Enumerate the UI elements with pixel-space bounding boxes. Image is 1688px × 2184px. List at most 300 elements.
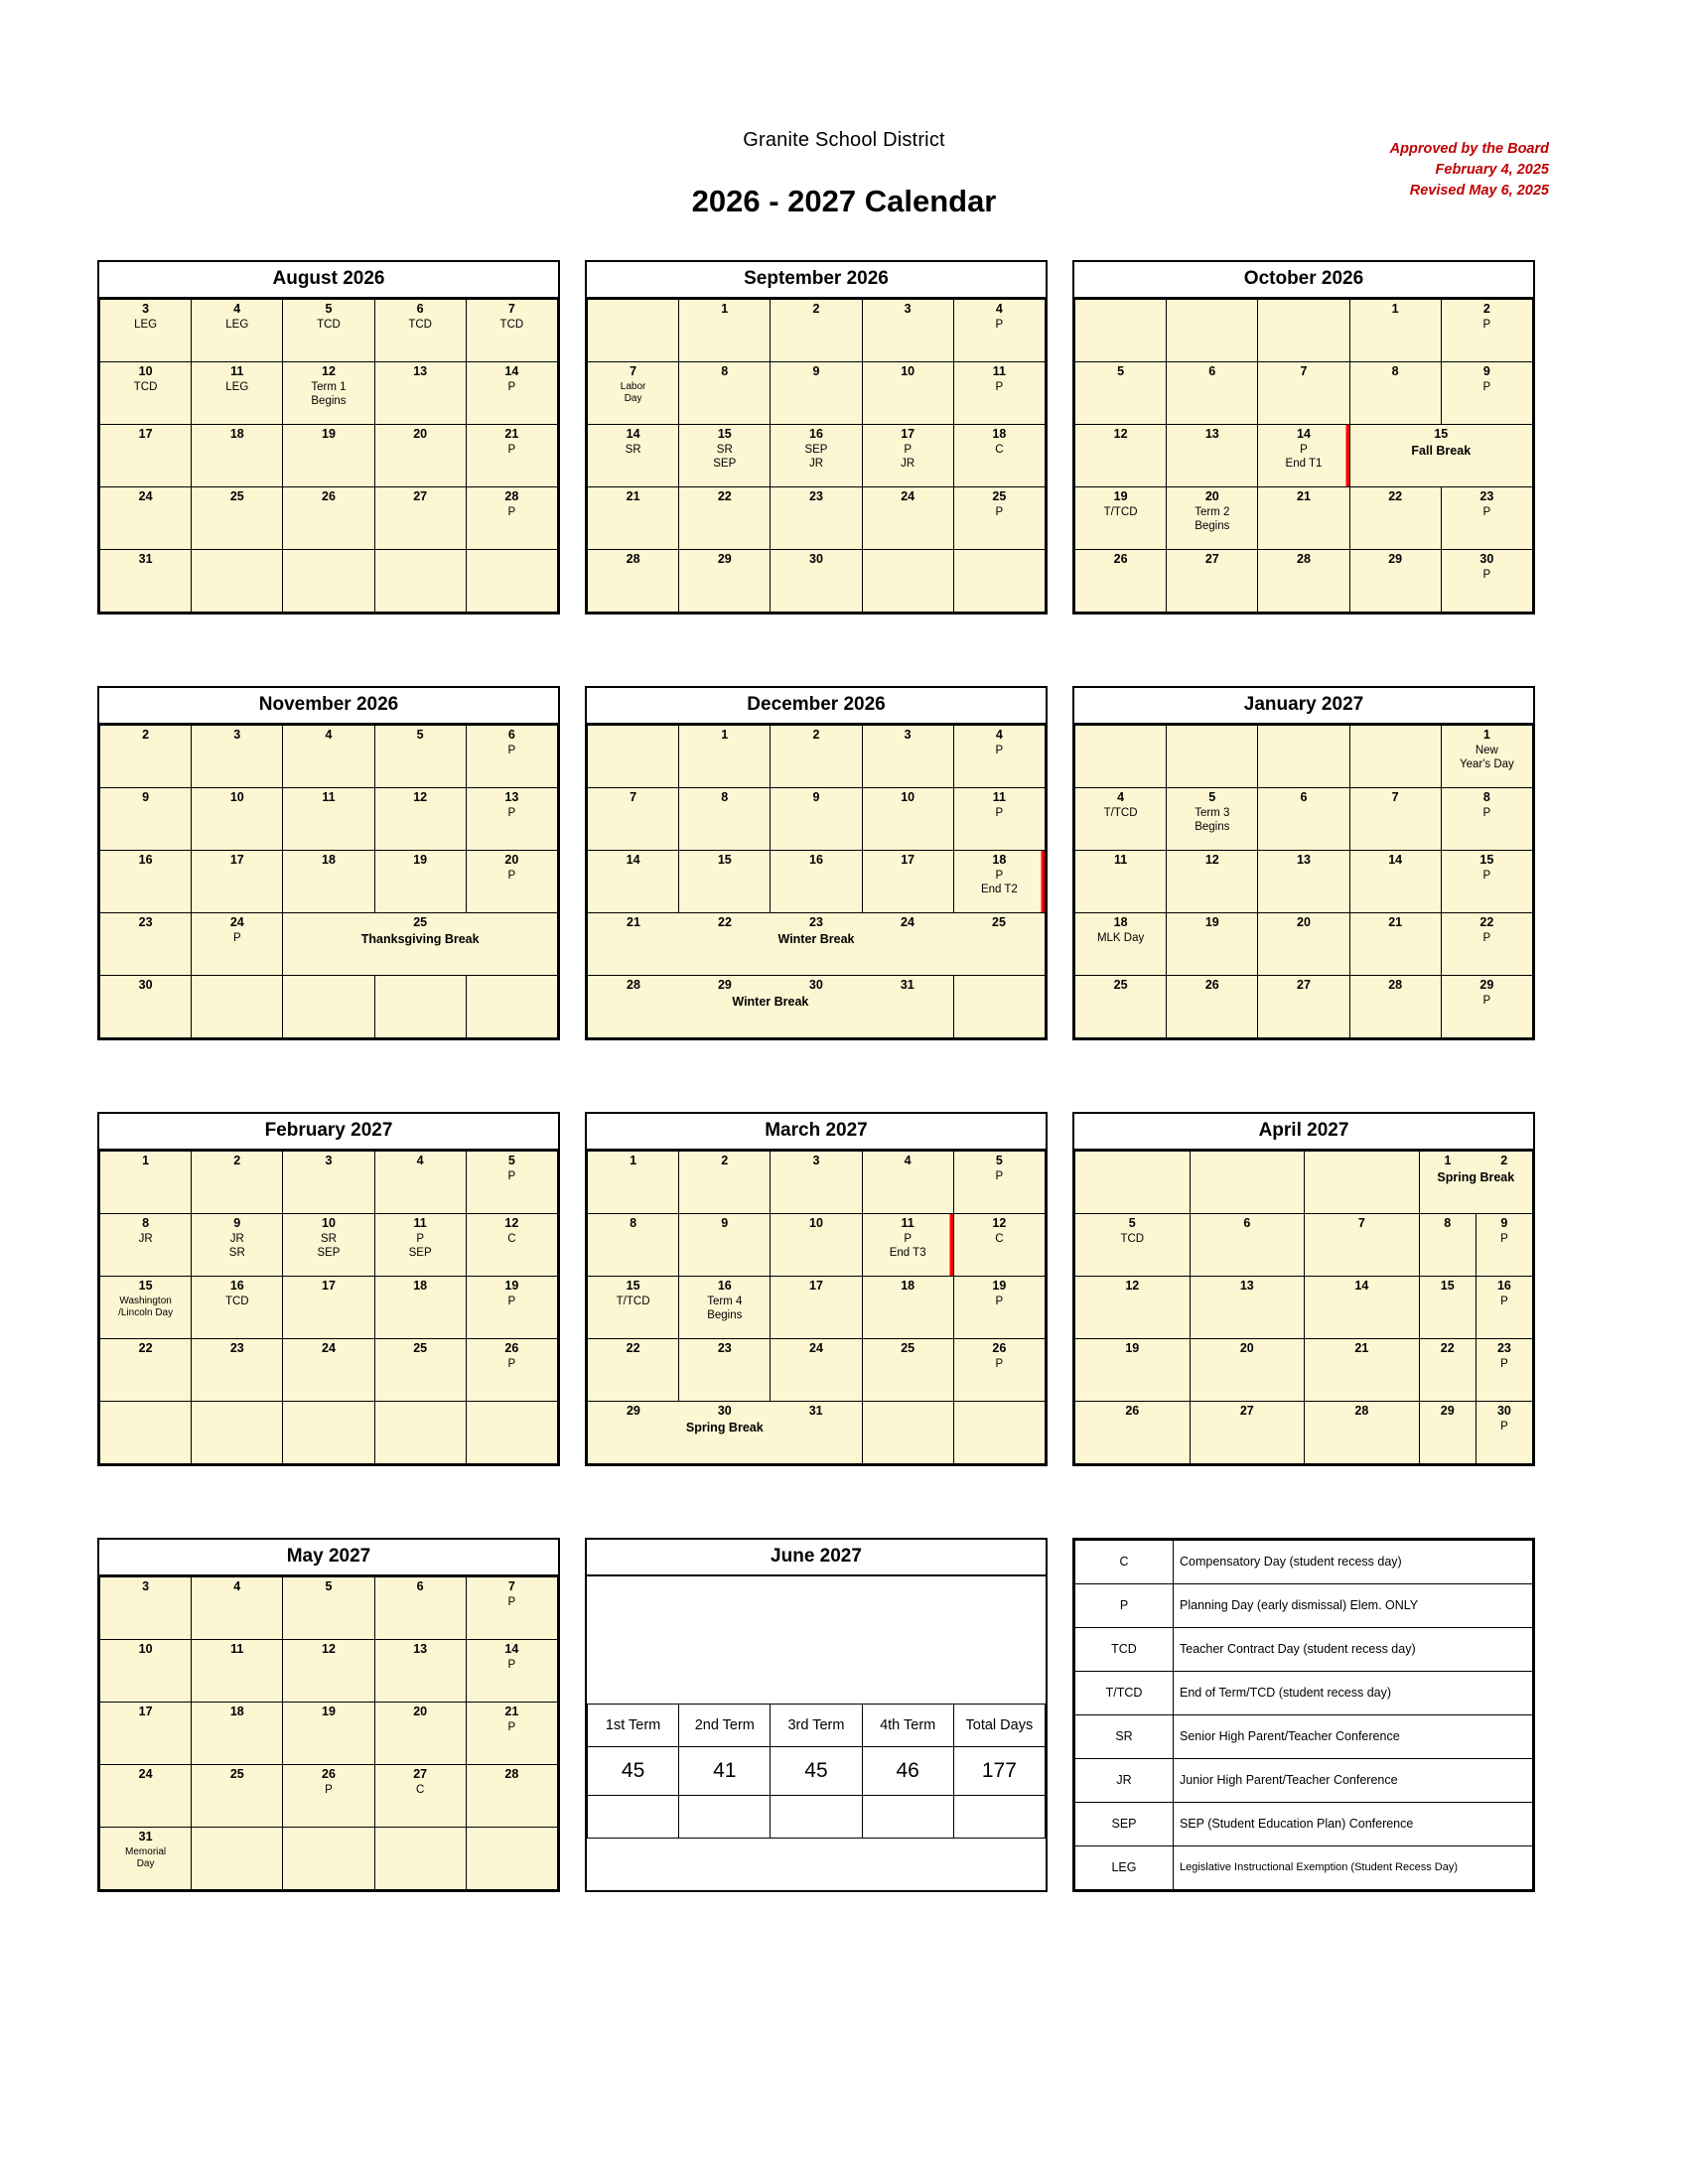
day-number: 7	[507, 1578, 515, 1593]
day-number: 26	[504, 1340, 519, 1355]
week-row	[1075, 424, 1533, 486]
day-cell	[283, 912, 558, 975]
day-number: 24	[809, 1340, 823, 1355]
day-note: T/TCD	[1103, 807, 1138, 820]
day-number: 19	[504, 1278, 519, 1293]
june-empty-space	[587, 1576, 1046, 1704]
term-value-cell: 45	[588, 1746, 679, 1795]
day-cell	[1305, 1151, 1420, 1213]
day-note: C	[995, 444, 1004, 457]
day-cell	[283, 1702, 374, 1764]
day-note: P	[507, 1170, 516, 1183]
day-cell	[466, 1151, 557, 1213]
day-number: 4	[995, 727, 1003, 742]
day-note: P	[507, 1720, 516, 1733]
day-number: 7	[630, 789, 637, 804]
day-number: 23	[809, 914, 823, 929]
day-number: 29	[717, 977, 732, 992]
day-note: P	[507, 1595, 516, 1608]
day-cell	[1419, 1338, 1476, 1401]
day-number: 26	[1113, 551, 1128, 566]
day-number: 26	[322, 488, 336, 503]
term-header-cell: 2nd Term	[679, 1704, 771, 1746]
day-number: 21	[504, 426, 519, 441]
day-number: 7	[1357, 1215, 1365, 1230]
day-number: 5	[325, 301, 333, 316]
day-number: 18	[901, 1278, 915, 1293]
legend-description: SEP (Student Education Plan) Conference	[1174, 1802, 1533, 1845]
day-cell	[679, 1151, 771, 1213]
month-block	[585, 686, 1048, 1040]
day-note: Washington /Lincoln Day	[118, 1296, 174, 1318]
day-cell	[1349, 850, 1441, 912]
day-number: 18	[229, 426, 244, 441]
day-cell	[1305, 1213, 1420, 1276]
day-note: P	[507, 745, 516, 757]
day-number: 1	[1444, 1153, 1452, 1167]
week-row	[1075, 725, 1533, 787]
day-note: SR	[625, 444, 641, 457]
day-note: P	[1482, 995, 1491, 1008]
month-block	[585, 1112, 1048, 1466]
day-cell	[771, 549, 862, 612]
day-number: 4	[325, 727, 333, 742]
day-number: 9	[1482, 363, 1490, 378]
break-banner: Fall Break	[1411, 444, 1472, 459]
week-row	[588, 725, 1046, 787]
day-number: 22	[1388, 488, 1403, 503]
day-cell	[466, 1827, 557, 1889]
day-cell	[679, 1338, 771, 1401]
day-number: 30	[1479, 551, 1494, 566]
day-cell	[771, 1151, 862, 1213]
day-cell	[374, 1401, 466, 1463]
day-number: 15	[717, 852, 732, 867]
legend-row	[1075, 1627, 1533, 1671]
day-cell	[771, 850, 862, 912]
day-cell	[1075, 361, 1167, 424]
spanned-daynums	[588, 913, 1045, 929]
day-cell	[1349, 424, 1532, 486]
day-cell	[283, 787, 374, 850]
day-cell	[1476, 1338, 1532, 1401]
day-number: 29	[1388, 551, 1403, 566]
day-cell	[1258, 912, 1349, 975]
day-note: P	[1500, 1233, 1508, 1246]
day-number: 27	[413, 488, 428, 503]
day-cell	[862, 1401, 953, 1463]
day-number: 11	[992, 789, 1006, 804]
day-cell	[953, 1276, 1045, 1338]
day-cell	[862, 549, 953, 612]
day-cell	[588, 725, 679, 787]
day-cell	[100, 1639, 192, 1702]
day-number: 8	[1444, 1215, 1452, 1230]
day-cell	[466, 1213, 557, 1276]
day-number: 29	[1440, 1403, 1455, 1418]
day-number: 5	[325, 1578, 333, 1593]
day-cell	[283, 725, 374, 787]
day-note: P	[1482, 807, 1491, 820]
day-note: P	[507, 1296, 516, 1308]
day-cell	[1190, 1151, 1305, 1213]
approval-line-1: Approved by the Board	[1389, 141, 1549, 157]
day-cell	[283, 1401, 374, 1463]
spanned-daynums	[1420, 1152, 1532, 1167]
day-cell	[466, 725, 557, 787]
day-cell	[1190, 1338, 1305, 1401]
day-number: 14	[504, 1641, 519, 1656]
day-note: P	[507, 444, 516, 457]
district-name: Granite School District	[743, 129, 945, 151]
day-number: 12	[413, 789, 428, 804]
day-cell	[679, 424, 771, 486]
day-number: 26	[1125, 1403, 1140, 1418]
day-cell	[679, 1276, 771, 1338]
day-number: 12	[1204, 852, 1219, 867]
day-cell	[1167, 549, 1258, 612]
day-cell	[374, 725, 466, 787]
day-cell	[679, 299, 771, 361]
day-number: 30	[138, 977, 153, 992]
day-cell	[953, 486, 1045, 549]
day-cell	[679, 787, 771, 850]
break-banner: Spring Break	[1437, 1170, 1515, 1185]
day-number: 24	[138, 1766, 153, 1781]
month-block	[585, 260, 1048, 614]
day-cell	[862, 1213, 953, 1276]
day-cell	[283, 1827, 374, 1889]
month-row-group	[97, 1538, 1535, 1892]
day-cell	[192, 787, 283, 850]
day-number: 11	[230, 1641, 244, 1656]
day-number: 23	[809, 488, 823, 503]
day-number: 3	[142, 1578, 150, 1593]
day-cell	[283, 1276, 374, 1338]
week-row	[100, 424, 558, 486]
day-number: 9	[812, 363, 820, 378]
legend-row	[1075, 1758, 1533, 1802]
day-cell	[283, 361, 374, 424]
day-number: 21	[504, 1704, 519, 1718]
day-cell	[1349, 787, 1441, 850]
day-note: P	[1500, 1358, 1508, 1371]
day-number: 31	[808, 1403, 823, 1418]
day-number: 6	[1208, 363, 1216, 378]
day-note: P	[507, 1358, 516, 1371]
day-cell	[283, 1338, 374, 1401]
day-number: 28	[626, 551, 640, 566]
legend-code: SEP	[1075, 1802, 1174, 1845]
day-cell	[588, 1151, 679, 1213]
day-cell	[1349, 725, 1441, 787]
day-cell	[192, 912, 283, 975]
day-cell	[100, 1401, 192, 1463]
day-number: 19	[1125, 1340, 1140, 1355]
day-cell	[100, 787, 192, 850]
day-number: 23	[138, 914, 153, 929]
break-banner: Winter Break	[777, 932, 855, 947]
month-block	[1072, 260, 1535, 614]
day-number: 16	[809, 426, 823, 441]
legend-description: Legislative Instructional Exemption (Student Recess Day)	[1174, 1845, 1533, 1889]
day-cell	[588, 975, 954, 1037]
day-cell	[374, 850, 466, 912]
day-number: 23	[1496, 1340, 1511, 1355]
day-number: 13	[413, 363, 428, 378]
day-cell	[1167, 299, 1258, 361]
day-cell	[1075, 787, 1167, 850]
week-row	[588, 1276, 1046, 1338]
day-number: 25	[901, 1340, 915, 1355]
day-number: 11	[1113, 852, 1128, 867]
day-cell	[1419, 1276, 1476, 1338]
legend-code: P	[1075, 1583, 1174, 1627]
day-cell	[192, 1213, 283, 1276]
day-cell	[100, 1338, 192, 1401]
month-table	[99, 1151, 558, 1464]
day-cell	[1476, 1401, 1532, 1463]
day-cell	[466, 424, 557, 486]
break-banner: Spring Break	[685, 1421, 764, 1435]
week-row	[100, 486, 558, 549]
day-number: 26	[992, 1340, 1007, 1355]
term-header-row	[588, 1704, 1046, 1746]
day-cell	[192, 975, 283, 1037]
day-number: 10	[901, 789, 915, 804]
day-cell	[466, 1338, 557, 1401]
day-number: 14	[504, 363, 519, 378]
week-row	[1075, 1338, 1533, 1401]
day-number: 19	[1113, 488, 1128, 503]
june-blank-row	[588, 1795, 1046, 1838]
day-cell	[466, 549, 557, 612]
day-number: 8	[142, 1215, 150, 1230]
day-number: 21	[1388, 914, 1403, 929]
day-number: 17	[322, 1278, 336, 1293]
day-cell	[1258, 299, 1349, 361]
day-cell	[1167, 850, 1258, 912]
month-table	[1074, 725, 1533, 1038]
day-cell	[1258, 787, 1349, 850]
day-cell	[1190, 1276, 1305, 1338]
day-number: 2	[142, 727, 150, 742]
day-number: 17	[229, 852, 244, 867]
week-row	[100, 1338, 558, 1401]
day-cell	[374, 1338, 466, 1401]
day-note: C	[416, 1783, 425, 1796]
day-number: 21	[627, 914, 640, 929]
day-cell	[1258, 361, 1349, 424]
day-cell	[1167, 912, 1258, 975]
day-cell	[192, 486, 283, 549]
day-number: 4	[416, 1153, 424, 1167]
day-cell	[374, 1827, 466, 1889]
day-cell	[953, 1213, 1045, 1276]
day-cell	[953, 299, 1045, 361]
day-number: 4	[1117, 789, 1125, 804]
day-note: P	[995, 1170, 1004, 1183]
day-number: 9	[233, 1215, 241, 1230]
day-cell	[862, 486, 953, 549]
day-number: 10	[229, 789, 244, 804]
day-cell	[953, 787, 1045, 850]
day-cell	[679, 361, 771, 424]
day-note: P	[1482, 932, 1491, 945]
blank-cell	[771, 1795, 862, 1838]
day-cell	[374, 1213, 466, 1276]
day-note: TCD	[317, 319, 341, 332]
day-cell	[374, 299, 466, 361]
day-number: 16	[809, 852, 823, 867]
day-cell	[771, 424, 862, 486]
day-number: 30	[808, 977, 823, 992]
day-number: 28	[1354, 1403, 1369, 1418]
day-number: 16	[229, 1278, 244, 1293]
week-row	[588, 299, 1046, 361]
term-days-table	[587, 1704, 1046, 1839]
day-number: 25	[1113, 977, 1128, 992]
day-note: LEG	[134, 319, 158, 332]
day-number: 24	[229, 914, 244, 929]
day-cell	[953, 1151, 1045, 1213]
month-title: October 2026	[1074, 262, 1533, 299]
week-row	[100, 787, 558, 850]
day-number: 26	[322, 1766, 336, 1781]
day-cell	[100, 1213, 192, 1276]
week-row	[1075, 1401, 1533, 1463]
day-cell	[100, 850, 192, 912]
day-cell	[1075, 725, 1167, 787]
day-cell	[192, 1276, 283, 1338]
day-number: 28	[1297, 551, 1311, 566]
day-cell	[1441, 486, 1532, 549]
month-row-group	[97, 1112, 1535, 1466]
day-note: P	[1482, 506, 1491, 519]
day-cell	[1305, 1338, 1420, 1401]
day-number: 2	[1500, 1153, 1508, 1167]
legend-code: T/TCD	[1075, 1671, 1174, 1714]
day-cell	[1419, 1401, 1476, 1463]
day-cell	[1349, 912, 1441, 975]
day-number: 9	[142, 789, 150, 804]
day-number: 20	[413, 1704, 428, 1718]
day-cell	[1419, 1151, 1532, 1213]
day-cell	[283, 850, 374, 912]
legend-row	[1075, 1671, 1533, 1714]
day-cell	[466, 787, 557, 850]
day-cell	[1075, 975, 1167, 1037]
day-cell	[100, 1151, 192, 1213]
day-number: 4	[233, 301, 241, 316]
week-row	[1075, 549, 1533, 612]
week-row	[1075, 361, 1533, 424]
day-number: 2	[812, 301, 820, 316]
day-number: 12	[322, 1641, 336, 1656]
day-cell	[953, 725, 1045, 787]
day-number: 2	[1482, 301, 1490, 316]
month-title: November 2026	[99, 688, 558, 725]
day-cell	[771, 1338, 862, 1401]
day-cell	[1075, 1401, 1191, 1463]
day-cell	[679, 486, 771, 549]
day-number: 25	[992, 488, 1007, 503]
day-cell	[100, 725, 192, 787]
day-number: 5	[1208, 789, 1216, 804]
day-number: 14	[626, 426, 640, 441]
break-banner: Winter Break	[732, 995, 809, 1010]
day-cell	[466, 1702, 557, 1764]
day-number: 28	[504, 488, 519, 503]
day-note: TCD	[408, 319, 432, 332]
day-number: 24	[901, 914, 914, 929]
day-number: 20	[504, 852, 519, 867]
week-row	[100, 850, 558, 912]
day-number: 27	[1239, 1403, 1254, 1418]
day-cell	[466, 1639, 557, 1702]
day-number: 2	[721, 1153, 729, 1167]
day-cell	[679, 850, 771, 912]
week-row	[1075, 1276, 1533, 1338]
day-number: 3	[812, 1153, 820, 1167]
day-number: 31	[900, 977, 914, 992]
day-cell	[588, 549, 679, 612]
day-cell	[1167, 361, 1258, 424]
day-cell	[679, 1213, 771, 1276]
term-header-cell: 3rd Term	[771, 1704, 862, 1746]
week-row	[1075, 975, 1533, 1037]
day-number: 2	[233, 1153, 241, 1167]
day-note: C	[995, 1233, 1004, 1246]
day-note: SR SEP	[713, 444, 737, 470]
week-row	[1075, 299, 1533, 361]
day-number: 16	[1496, 1278, 1511, 1293]
day-cell	[466, 975, 557, 1037]
legend-description: Junior High Parent/Teacher Conference	[1174, 1758, 1533, 1802]
day-number: 6	[1243, 1215, 1251, 1230]
day-number: 5	[1128, 1215, 1136, 1230]
day-number: 13	[504, 789, 519, 804]
day-cell	[953, 1338, 1045, 1401]
week-row	[100, 1639, 558, 1702]
day-cell	[953, 361, 1045, 424]
day-number: 19	[322, 1704, 336, 1718]
day-cell	[100, 361, 192, 424]
month-block	[97, 260, 560, 614]
day-number: 15	[717, 426, 732, 441]
day-cell	[374, 424, 466, 486]
day-cell	[1349, 549, 1441, 612]
day-note: Term 4 Begins	[707, 1296, 743, 1321]
day-note: Term 1 Begins	[311, 381, 347, 407]
day-number: 9	[721, 1215, 729, 1230]
term-header-cell: 4th Term	[862, 1704, 953, 1746]
day-cell	[1075, 1338, 1191, 1401]
day-number: 21	[626, 488, 640, 503]
day-note: P	[1500, 1296, 1508, 1308]
week-row	[100, 549, 558, 612]
day-cell	[588, 486, 679, 549]
day-number: 31	[138, 1829, 153, 1843]
day-number: 22	[717, 488, 732, 503]
day-number: 11	[230, 363, 244, 378]
day-number: 22	[138, 1340, 153, 1355]
day-number: 11	[413, 1215, 427, 1230]
day-number: 11	[992, 363, 1006, 378]
day-cell	[588, 299, 679, 361]
day-number: 5	[1117, 363, 1125, 378]
day-cell	[374, 361, 466, 424]
